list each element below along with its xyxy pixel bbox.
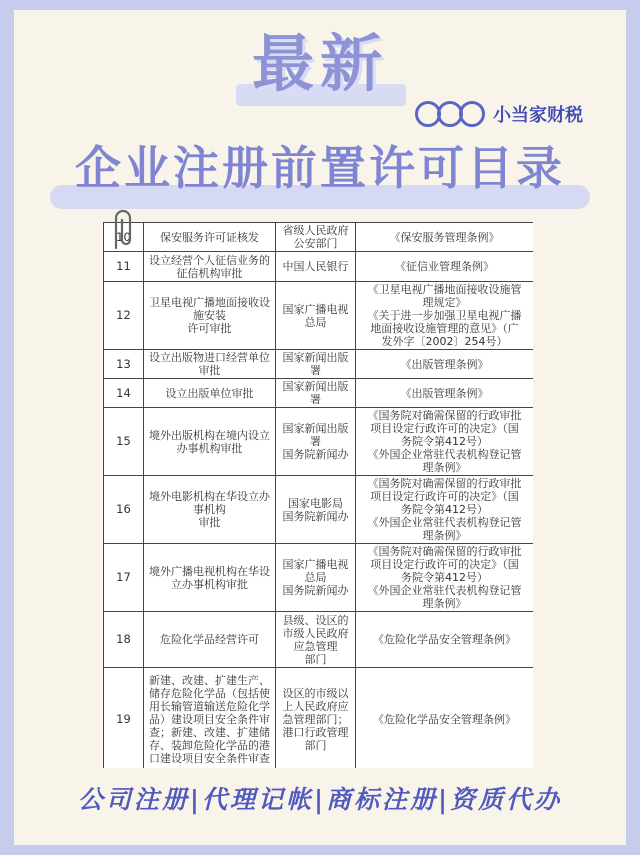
table-row <box>104 252 534 282</box>
table-row <box>104 668 534 769</box>
permit-item: 设立出版物进口经营单位 审批 <box>144 350 276 379</box>
approval-department: 中国人民银行 <box>276 252 356 282</box>
row-number: 19 <box>104 668 144 769</box>
paperclip-icon <box>106 208 136 252</box>
table-row <box>104 476 534 544</box>
approval-department: 国家新闻出版 署 <box>276 350 356 379</box>
table-row <box>104 544 534 612</box>
row-number: 15 <box>104 408 144 476</box>
table-row <box>104 223 534 252</box>
permit-item: 境外广播电视机构在华设 立办事机构审批 <box>144 544 276 612</box>
permit-table <box>103 222 533 768</box>
approval-department: 国家新闻出版 署 <box>276 379 356 408</box>
table-row <box>104 408 534 476</box>
row-number: 17 <box>104 544 144 612</box>
row-number: 12 <box>104 282 144 350</box>
page-title: 最新 <box>251 27 388 100</box>
approval-department: 国家新闻出版 署 国务院新闻办 <box>276 408 356 476</box>
approval-department: 国家广播电视 总局 <box>276 282 356 350</box>
permit-item: 保安服务许可证核发 <box>144 223 276 252</box>
permit-item: 境外电影机构在华设立办 事机构 审批 <box>144 476 276 544</box>
ring-icon <box>459 101 485 127</box>
row-number: 16 <box>104 476 144 544</box>
legal-basis: 《国务院对确需保留的行政审批 项目设定行政许可的决定》（国 务院令第412号） 《外国企业常驻代表机构登记管 理条例》 <box>356 544 534 612</box>
legal-basis: 《危险化学品安全管理条例》 <box>356 668 534 769</box>
legal-basis: 《出版管理条例》 <box>356 379 534 408</box>
page-subtitle: 企业注册前置许可目录 <box>75 141 565 195</box>
row-number: 11 <box>104 252 144 282</box>
row-number: 13 <box>104 350 144 379</box>
approval-department: 国家电影局 国务院新闻办 <box>276 476 356 544</box>
legal-basis: 《征信业管理条例》 <box>356 252 534 282</box>
legal-basis: 《卫星电视广播地面接收设施管 理规定》 《关于进一步加强卫星电视广播 地面接收设施管理的意见》（广 发外字〔2002〕254号） <box>356 282 534 350</box>
document-sheet <box>103 222 533 768</box>
table-row <box>104 282 534 350</box>
legal-basis: 《国务院对确需保留的行政审批 项目设定行政许可的决定》（国 务院令第412号） 《外国企业常驻代表机构登记管 理条例》 <box>356 408 534 476</box>
legal-basis: 《国务院对确需保留的行政审批 项目设定行政许可的决定》（国 务院令第412号） 《外国企业常驻代表机构登记管 理条例》 <box>356 476 534 544</box>
approval-department: 设区的市级以 上人民政府应 急管理部门； 港口行政管理 部门 <box>276 668 356 769</box>
table-row <box>104 379 534 408</box>
permit-item: 设立出版单位审批 <box>144 379 276 408</box>
approval-department: 县级、设区的 市级人民政府 应急管理 部门 <box>276 612 356 668</box>
legal-basis: 《危险化学品安全管理条例》 <box>356 612 534 668</box>
approval-department: 国家广播电视 总局 国务院新闻办 <box>276 544 356 612</box>
permit-item: 设立经营个人征信业务的 征信机构审批 <box>144 252 276 282</box>
footer-slogan: 公司注册|代理记帐|商标注册|资质代办 <box>77 785 563 814</box>
permit-item: 卫星电视广播地面接收设 施安装 许可审批 <box>144 282 276 350</box>
brand-logo <box>415 98 583 130</box>
legal-basis: 《保安服务管理条例》 <box>356 223 534 252</box>
permit-item: 境外出版机构在境内设立 办事机构审批 <box>144 408 276 476</box>
permit-item: 危险化学品经营许可 <box>144 612 276 668</box>
table-row <box>104 612 534 668</box>
table-row <box>104 350 534 379</box>
row-number: 14 <box>104 379 144 408</box>
legal-basis: 《出版管理条例》 <box>356 350 534 379</box>
approval-department: 省级人民政府 公安部门 <box>276 223 356 252</box>
brand-name: 小当家财税 <box>493 105 583 126</box>
permit-item: 新建、改建、扩建生产、 储存危险化学品（包括使 用长输管道输送危险化学 品）建设项目安全条件审 查；新建、改建、扩建储 存、装卸危险化学品的港 口建设项目安全条件审查 <box>144 668 276 769</box>
row-number: 18 <box>104 612 144 668</box>
row-number: 10 <box>104 223 144 252</box>
